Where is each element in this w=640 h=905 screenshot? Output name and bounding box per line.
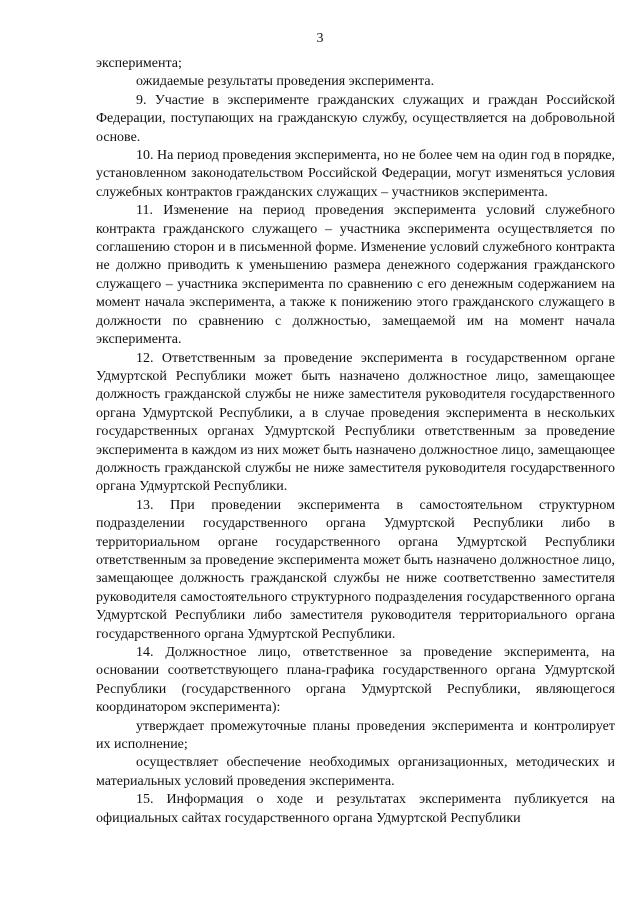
paragraph-continuation: эксперимента; [96, 56, 182, 71]
document-body [96, 55, 615, 828]
paragraph-11: 11. Изменение на период проведения эксперимента условий служебного контракта гражданского служащего – участника эксперимента осуществляется по соглашению сторон и в письменной форме. Изменение условий служебного контракта не должно приводить к уменьшению размера денежного содержания гражданского служащего – участника эксперимента по сравнению с его денежным содержанием на момент начала эксперимента, а также к понижению этого гражданского служащего в должности по сравнению с должностью, замещаемой им на момент начала эксперимента. [96, 203, 615, 348]
paragraph-14: 14. Должностное лицо, ответственное за проведение эксперимента, на основании соответствующего плана-графика государственного органа Удмуртской Республики (государственного органа Удмуртской Республики, являющегося координатором эксперимента): [96, 645, 615, 716]
paragraph-15: 15. Информация о ходе и результатах эксперимента публикуется на официальных сайтах государственного органа Удмуртской Республики [96, 792, 615, 826]
paragraph-9: 9. Участие в эксперименте гражданских служащих и граждан Российской Федерации, поступающих на гражданскую службу, осуществляется на добровольной основе. [96, 92, 615, 145]
paragraph-10: 10. На период проведения эксперимента, но не более чем на один год в порядке, установленном законодательством Российской Федерации, могут изменяться условия служебных контрактов гражданских служащих – участников эксперимента. [96, 148, 615, 200]
paragraph-12: 12. Ответственным за проведение эксперимента в государственном органе Удмуртской Республики может быть назначено должностное лицо, замещающее должность гражданской службы не ниже заместителя руководителя государственного органа Удмуртской Республики, а в случае проведения эксперимента в нескольких государственных органах Удмуртской Республики ответственным за проведение эксперимента в каждом из них может быть назначено должностное лицо, замещающее должность гражданской службы не ниже заместителя руководителя государственного органа Удмуртской Республики. [96, 350, 615, 495]
page-number: 3 [316, 31, 324, 46]
paragraph-14-item-provides: осуществляет обеспечение необходимых организационных, методических и материальных условий проведения эксперимента. [96, 755, 615, 789]
paragraph-expected-results: ожидаемые результаты проведения эксперимента. [136, 74, 435, 90]
paragraph-13: 13. При проведении эксперимента в самостоятельном структурном подразделении государственного органа Удмуртской Республики либо в территориальном органе государственного органа Удмуртской Республики ответственным за проведение эксперимента может быть назначено должностное лицо, замещающее должность гражданской службы не ниже соответственно заместителя руководителя самостоятельного структурного подразделения государственного органа Удмуртской Республики либо заместителя руководителя территориального органа государственного органа Удмуртской Республики. [96, 497, 615, 642]
paragraph-14-item-approves: утверждает промежуточные планы проведения эксперимента и контролирует их исполнение; [96, 718, 615, 753]
